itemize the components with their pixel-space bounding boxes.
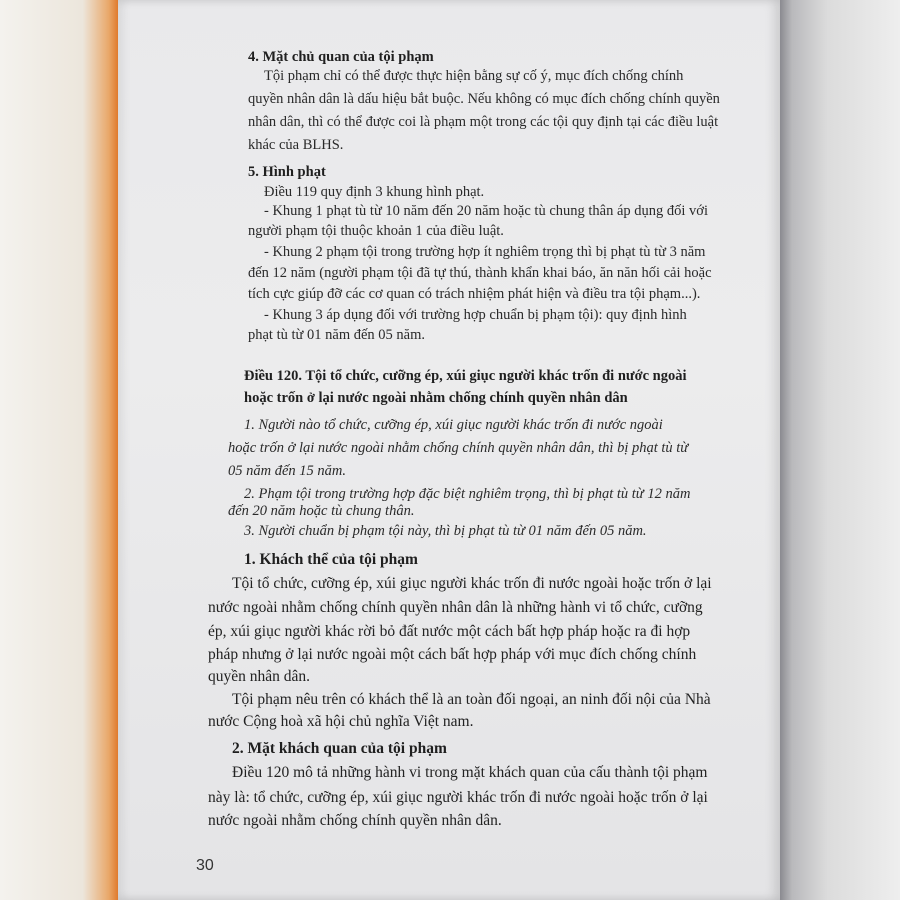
text-line: phạt tù từ 01 năm đến 05 năm. [248, 327, 425, 343]
section-heading: 1. Khách thể của tội phạm [244, 551, 418, 568]
text-line: - Khung 3 áp dụng đối với trường hợp chuẩn bị phạm tội): quy định hình [264, 307, 687, 323]
text-line: này là: tổ chức, cưỡng ép, xúi giục người khác trốn đi nước ngoài hoặc trốn ở lại [208, 789, 708, 806]
text-line: Điều 120 mô tả những hành vi trong mặt khách quan của cấu thành tội phạm [232, 764, 708, 781]
right-adjacent-page [780, 0, 900, 900]
left-background [0, 0, 118, 900]
text-line: Tội tổ chức, cưỡng ép, xúi giục người khác trốn đi nước ngoài hoặc trốn ở lại [232, 575, 712, 592]
text-line: nước ngoài nhằm chống chính quyền nhân dân. [208, 812, 502, 829]
text-line: pháp nhưng ở lại nước ngoài một cách bất hợp pháp với mục đích chống chính [208, 646, 697, 663]
article-clause: 05 năm đến 15 năm. [228, 463, 347, 479]
article-clause: 1. Người nào tổ chức, cưỡng ép, xúi giục người khác trốn đi nước ngoài [244, 417, 663, 433]
text-line: người phạm tội thuộc khoản 1 của điều luật. [248, 223, 504, 239]
text-line: - Khung 2 phạm tội trong trường hợp ít nghiêm trọng thì bị phạt tù từ 3 năm [264, 244, 706, 260]
text-line: Tội phạm nêu trên có khách thể là an toàn đối ngoại, an ninh đối nội của Nhà [232, 691, 711, 708]
article-clause: hoặc trốn ở lại nước ngoài nhằm chống chính quyền nhân dân, thì bị phạt tù từ [228, 440, 689, 456]
section-heading: 5. Hình phạt [248, 164, 326, 180]
article-clause: 3. Người chuẩn bị phạm tội này, thì bị phạt tù từ 01 năm đến 05 năm. [244, 523, 647, 539]
section-heading: 2. Mặt khách quan của tội phạm [232, 740, 447, 757]
text-line: quyền nhân dân. [208, 668, 311, 685]
text-line: Tội phạm chỉ có thể được thực hiện bằng sự cố ý, mục đích chống chính [264, 68, 684, 84]
text-line: nhân dân, thì có thể được coi là phạm một trong các tội quy định tại các điều luật [248, 114, 719, 130]
text-line: ép, xúi giục người khác rời bỏ đất nước một cách bất hợp pháp hoặc ra đi hợp [208, 623, 691, 640]
text-line: quyền nhân dân là dấu hiệu bắt buộc. Nếu không có mục đích chống chính quyền [248, 91, 720, 107]
text-line: - Khung 1 phạt tù từ 10 năm đến 20 năm hoặc tù chung thân áp dụng đối với [264, 203, 709, 219]
text-line: nước Cộng hoà xã hội chủ nghĩa Việt nam. [208, 713, 474, 730]
section-heading: 4. Mặt chủ quan của tội phạm [248, 49, 434, 65]
article-clause: đến 20 năm hoặc tù chung thân. [228, 503, 415, 519]
text-line: Điều 119 quy định 3 khung hình phạt. [264, 184, 485, 200]
article-title: hoặc trốn ở lại nước ngoài nhằm chống chính quyền nhân dân [244, 390, 628, 406]
text-line: đến 12 năm (người phạm tội đã tự thú, thành khẩn khai báo, ăn năn hối cải hoặc [248, 265, 712, 281]
article-clause: 2. Phạm tội trong trường hợp đặc biệt nghiêm trọng, thì bị phạt tù từ 12 năm [244, 486, 691, 502]
page-number: 30 [196, 857, 214, 874]
text-line: tích cực giúp đỡ các cơ quan có trách nhiệm phát hiện và điều tra tội phạm...). [248, 286, 701, 302]
article-title: Điều 120. Tội tổ chức, cưỡng ép, xúi giục người khác trốn đi nước ngoài [244, 368, 687, 384]
text-line: nước ngoài nhằm chống chính quyền nhân dân là những hành vi tổ chức, cưỡng [208, 599, 703, 616]
text-line: khác của BLHS. [248, 137, 344, 153]
